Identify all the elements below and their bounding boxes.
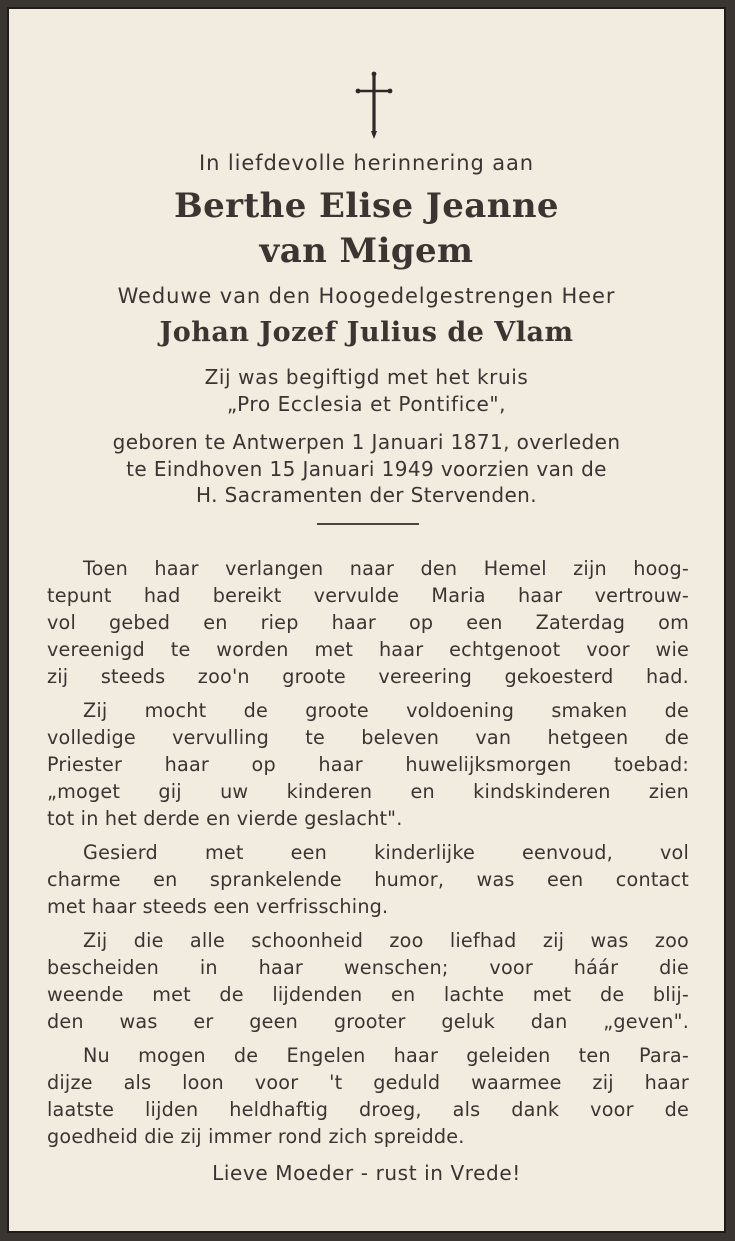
text-line: den was er geen grooter geluk dan „geven".: [47, 1010, 689, 1033]
widow-of-text: Weduwe van den Hoogedelgestrengen Heer: [117, 284, 616, 308]
text-line: vereenigd te worden met haar echtgenoot voor wie: [47, 638, 689, 661]
detail-line: te Eindhoven 15 Januari 1949 voorzien van de: [126, 457, 607, 481]
text-line: Gesierd met een kinderlijke eenvoud, vol: [83, 841, 689, 864]
text-line: Priester haar op haar huwelijksmorgen toebad:: [47, 753, 689, 776]
body-text: [47, 555, 689, 1157]
closing-text: Lieve Moeder - rust in Vrede!: [212, 1161, 521, 1185]
text-line: „moget gij uw kinderen en kindskinderen zien: [47, 780, 689, 803]
paragraph: [47, 1042, 689, 1150]
text-line: dijze als loon voor 't geduld waarmee zij haar: [47, 1071, 689, 1094]
detail-line: geboren te Antwerpen 1 Januari 1871, overleden: [112, 430, 621, 454]
husband-name: Johan Jozef Julius de Vlam: [159, 317, 574, 348]
text-line: Toen haar verlangen naar den Hemel zijn hoog-: [83, 557, 689, 580]
text-line: goedheid die zij immer rond zich spreidde.: [47, 1125, 465, 1148]
text-line: weende met de lijdenden en lachte met de blij-: [47, 983, 689, 1006]
paragraph: [47, 697, 689, 832]
text-line: vol gebed en riep haar op een Zaterdag om: [47, 611, 689, 634]
text-line: Zij die alle schoonheid zoo liefhad zij was zoo: [83, 929, 689, 952]
detail-line: Zij was begiftigd met het kruis: [204, 365, 529, 389]
cross-icon: [354, 71, 394, 141]
divider: [317, 523, 419, 525]
text-line: Zij mocht de groote voldoening smaken de: [83, 699, 689, 722]
detail-line: „Pro Ecclesia et Pontifice",: [226, 392, 507, 416]
paragraph: [47, 555, 689, 690]
deceased-name-line1: Berthe Elise Jeanne: [174, 186, 559, 226]
text-line: zij steeds zoo'n groote vereering gekoesterd had.: [47, 665, 689, 688]
text-line: met haar steeds een verfrissching.: [47, 895, 389, 918]
text-line: Nu mogen de Engelen haar geleiden ten Para-: [83, 1044, 689, 1067]
intro-text: In liefdevolle herinnering aan: [198, 151, 535, 175]
detail-line: H. Sacramenten der Stervenden.: [196, 483, 537, 507]
paragraph: [47, 839, 689, 920]
text-line: tepunt had bereikt vervulde Maria haar vertrouw-: [47, 584, 689, 607]
paragraph: [47, 927, 689, 1035]
deceased-name-line2: van Migem: [259, 231, 474, 271]
text-line: volledige vervulling te beleven van hetgeen de: [47, 726, 689, 749]
text-line: laatste lijden heldhaftig droeg, als dank voor de: [47, 1098, 689, 1121]
memorial-card: [7, 7, 726, 1233]
text-line: bescheiden in haar wenschen; voor háár die: [47, 956, 689, 979]
text-line: tot in het derde en vierde geslacht".: [47, 807, 403, 830]
text-line: charme en sprankelende humor, was een contact: [47, 868, 689, 891]
